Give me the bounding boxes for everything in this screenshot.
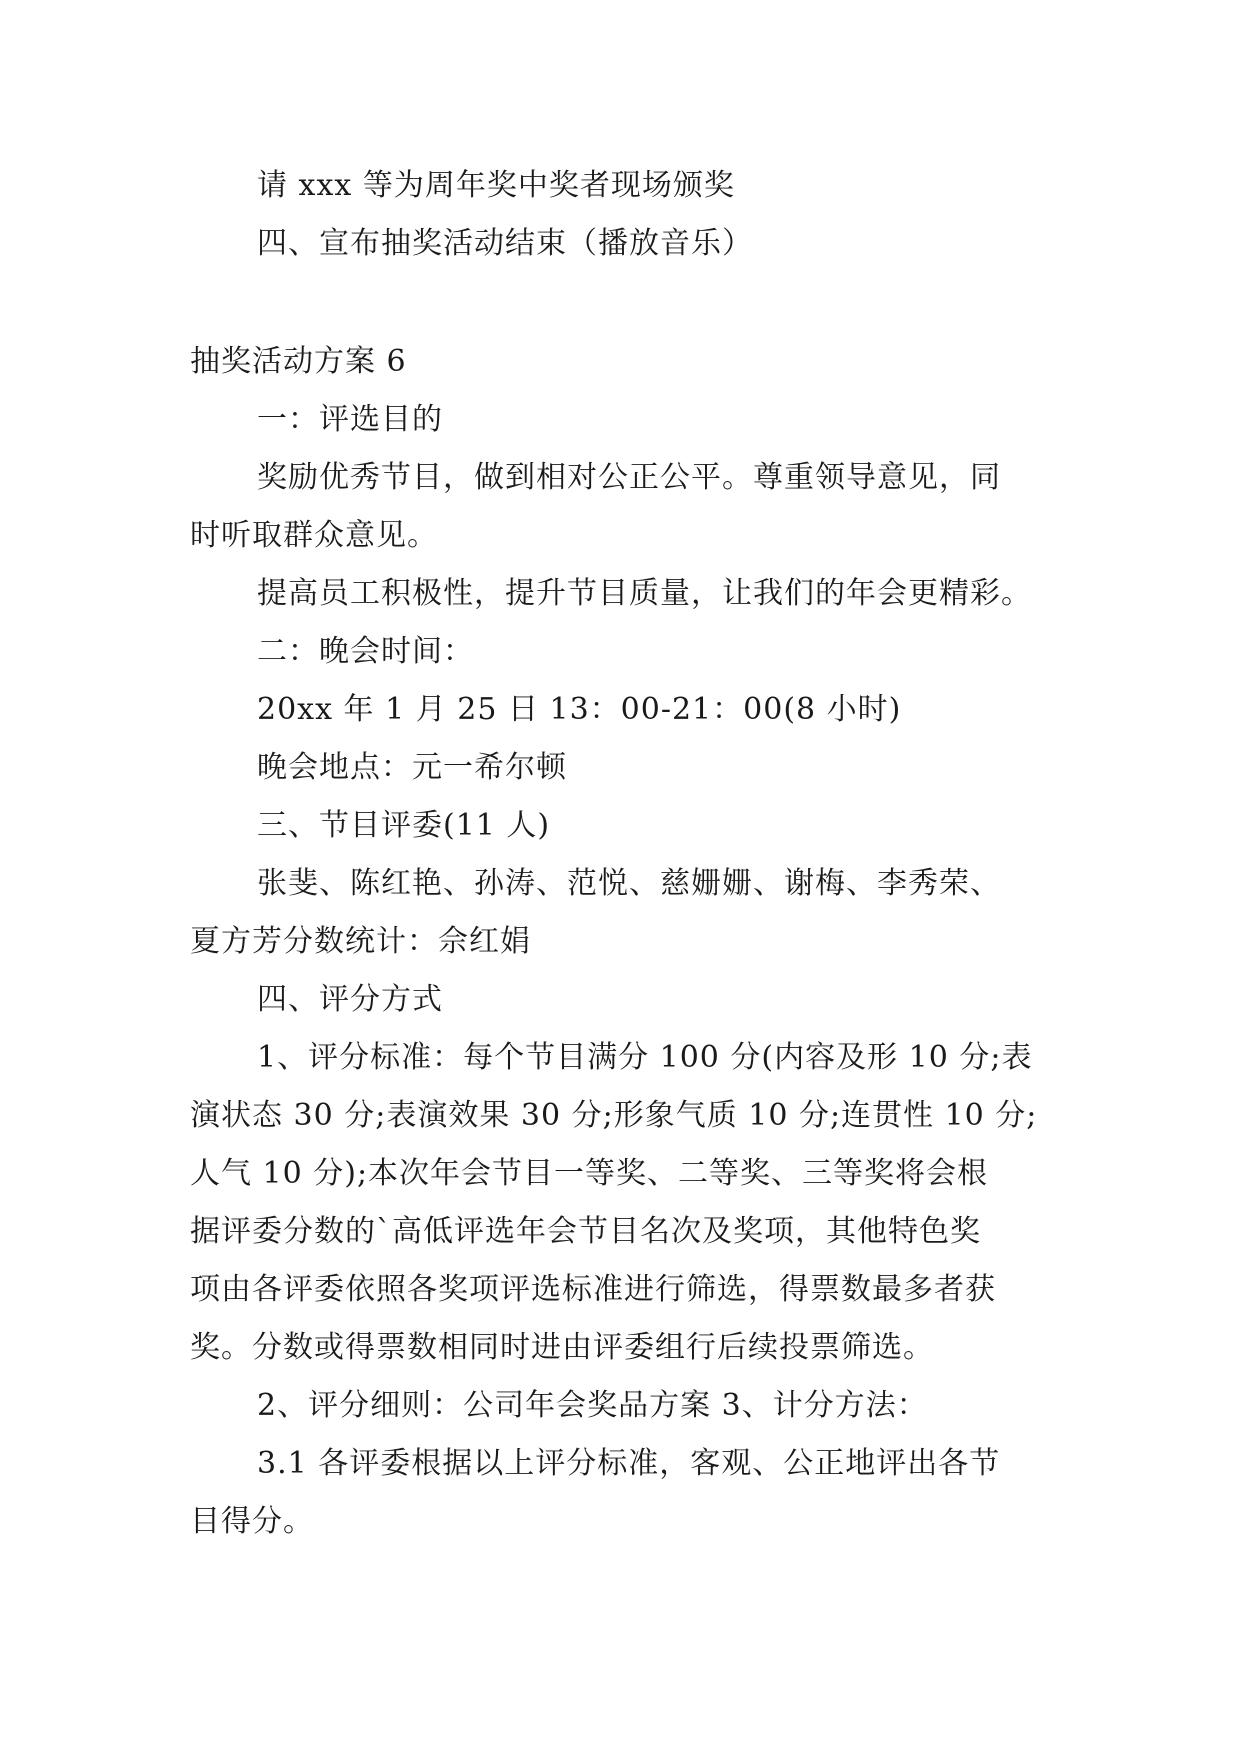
paragraph-line: 奖。分数或得票数相同时进由评委组行后续投票筛选。 (190, 1330, 934, 1365)
section-heading-scoring: 四、评分方式 (257, 982, 443, 1017)
section-heading-judges: 三、节目评委(11 人) (257, 808, 551, 843)
paragraph-line: 项由各评委依照各奖项评选标准进行筛选，得票数最多者获 (190, 1272, 996, 1307)
event-venue: 晚会地点：元一希尔顿 (257, 750, 567, 785)
paragraph-line: 2、评分细则：公司年会奖品方案 3、计分方法： (257, 1388, 928, 1423)
paragraph-line: 时听取群众意见。 (190, 518, 438, 553)
paragraph-line: 人气 10 分);本次年会节目一等奖、二等奖、三等奖将会根 (190, 1156, 989, 1191)
section-heading-purpose: 一：评选目的 (257, 402, 443, 437)
paragraph-line: 1、评分标准：每个节目满分 100 分(内容及形 10 分;表 (257, 1040, 1033, 1075)
paragraph-line: 目得分。 (190, 1504, 314, 1539)
event-datetime: 20xx 年 1 月 25 日 13：00-21：00(8 小时) (257, 692, 902, 727)
paragraph-line: 奖励优秀节目，做到相对公正公平。尊重领导意见，同 (257, 460, 1001, 495)
judges-list-line: 张斐、陈红艳、孙涛、范悦、慈姗姗、谢梅、李秀荣、 (257, 866, 1001, 901)
award-presentation-line: 请 xxx 等为周年奖中奖者现场颁奖 (257, 168, 735, 203)
plan-title: 抽奖活动方案 6 (190, 344, 407, 379)
paragraph-line: 3.1 各评委根据以上评分标准，客观、公正地评出各节 (257, 1446, 1001, 1481)
paragraph-line: 演状态 30 分;表演效果 30 分;形象气质 10 分;连贯性 10 分; (190, 1098, 1038, 1133)
section-heading-end-lottery: 四、宣布抽奖活动结束（播放音乐） (257, 226, 753, 261)
section-heading-time: 二：晚会时间： (257, 634, 474, 669)
judges-list-line: 夏方芳分数统计：佘红娟 (190, 924, 531, 959)
paragraph-line: 据评委分数的`高低评选年会节目名次及奖项，其他特色奖 (190, 1214, 981, 1249)
paragraph-line: 提高员工积极性，提升节目质量，让我们的年会更精彩。 (257, 576, 1032, 611)
